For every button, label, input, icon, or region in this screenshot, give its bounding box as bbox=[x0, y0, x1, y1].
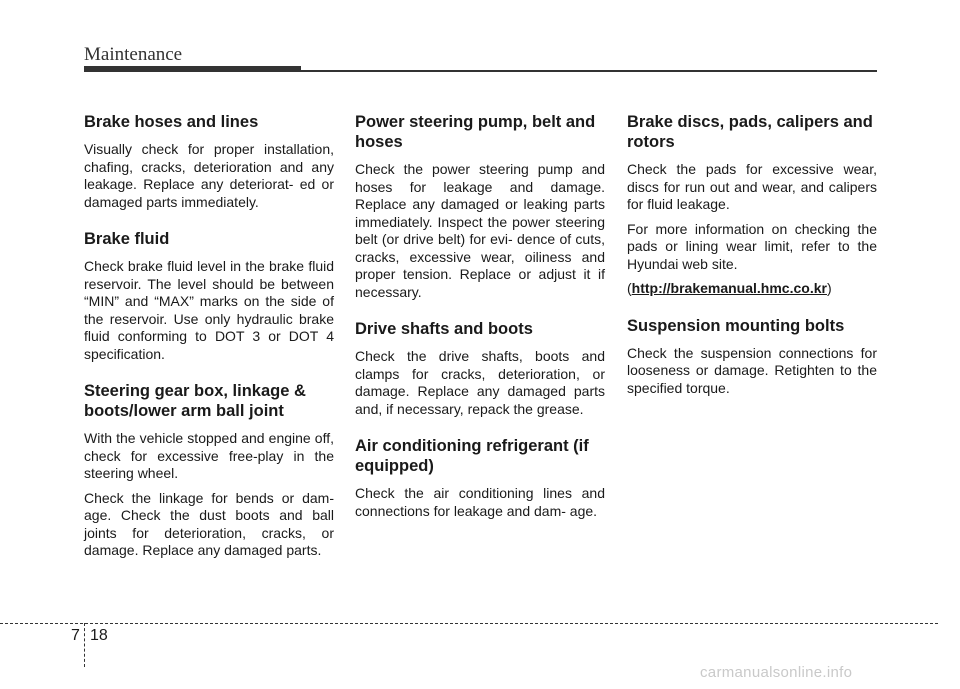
section-suspension-bolts bbox=[627, 316, 877, 398]
section-paragraph: Check the suspension connections for looseness or damage. Retighten to the specified torque. bbox=[627, 344, 877, 396]
chapter-number: 7 bbox=[71, 627, 80, 644]
section-paragraph: With the vehicle stopped and engine off, check for excessive free-play in the steering wheel. bbox=[84, 430, 334, 481]
section-heading: Brake hoses and lines bbox=[84, 113, 259, 131]
section-air-conditioning bbox=[355, 436, 605, 520]
section-power-steering bbox=[355, 112, 605, 301]
section-heading: Power steering pump, belt and hoses bbox=[355, 113, 596, 151]
brake-manual-link[interactable]: http://brakemanual.hmc.co.kr bbox=[631, 280, 827, 296]
link-close-paren: ) bbox=[826, 280, 832, 296]
section-steering-gear bbox=[84, 381, 334, 560]
section-heading: Suspension mounting bolts bbox=[627, 316, 845, 335]
section-heading: Brake discs, pads, calipers and rotors bbox=[627, 113, 873, 151]
section-drive-shafts bbox=[355, 319, 605, 418]
page-number: 18 bbox=[90, 627, 108, 644]
section-heading: Steering gear box, linkage & boots/lower arm ball joint bbox=[84, 382, 306, 420]
section-heading: Air conditioning refrigerant (if equipped) bbox=[355, 437, 589, 475]
watermark: carmanualsonline.info bbox=[700, 664, 853, 681]
link-open-paren: ( bbox=[627, 280, 632, 296]
column-left bbox=[84, 112, 334, 578]
footer-dashed-rule bbox=[0, 623, 938, 624]
section-paragraph: Visually check for proper installation, chafing, cracks, deterioration and any leakage. Replace any deteriorat- ed or damaged parts immediately. bbox=[84, 141, 334, 210]
section-brake-fluid bbox=[84, 229, 334, 363]
section-brake-discs bbox=[627, 112, 877, 298]
section-paragraph: Check the air conditioning lines and connections for leakage and dam- age. bbox=[355, 485, 605, 519]
header-rule-thick bbox=[84, 66, 301, 72]
section-heading: Brake fluid bbox=[84, 230, 170, 248]
section-paragraph: Check brake fluid level in the brake fluid reservoir. The level should be between “MIN” and “MAX” marks on the side of the reservoir. Use only hydraulic brake fluid conforming to DOT 3 or DOT 4 specification. bbox=[84, 258, 334, 362]
section-paragraph: Check the linkage for bends or dam- age. Check the dust boots and ball joints for deterioration, cracks, or damage. Replace any damaged parts. bbox=[84, 489, 334, 558]
brake-manual-link-line bbox=[627, 280, 877, 298]
footer-dashed-divider bbox=[84, 623, 85, 667]
section-paragraph: For more information on checking the pads or lining wear limit, refer to the Hyundai web site. bbox=[627, 220, 877, 272]
section-paragraph: Check the drive shafts, boots and clamps for cracks, deterioration, or damage. Replace any damaged parts and, if necessary, repack the grease. bbox=[355, 348, 605, 417]
section-paragraph: Check the pads for excessive wear, discs for run out and wear, and calipers for fluid leakage. bbox=[627, 161, 877, 212]
section-heading: Drive shafts and boots bbox=[355, 320, 533, 338]
section-paragraph: Check the power steering pump and hoses for leakage and damage. Replace any damaged or leaking parts immediately. Inspect the power steering belt (or drive belt) for evi- dence of cuts, cracks, excessive wear, oiliness and proper tension. Replace or adjust it if necessary. bbox=[355, 161, 605, 300]
column-middle bbox=[355, 112, 605, 538]
section-brake-hoses bbox=[84, 112, 334, 211]
page-title: Maintenance bbox=[84, 44, 183, 65]
header-rule-thin bbox=[301, 70, 877, 72]
column-right bbox=[627, 112, 877, 415]
